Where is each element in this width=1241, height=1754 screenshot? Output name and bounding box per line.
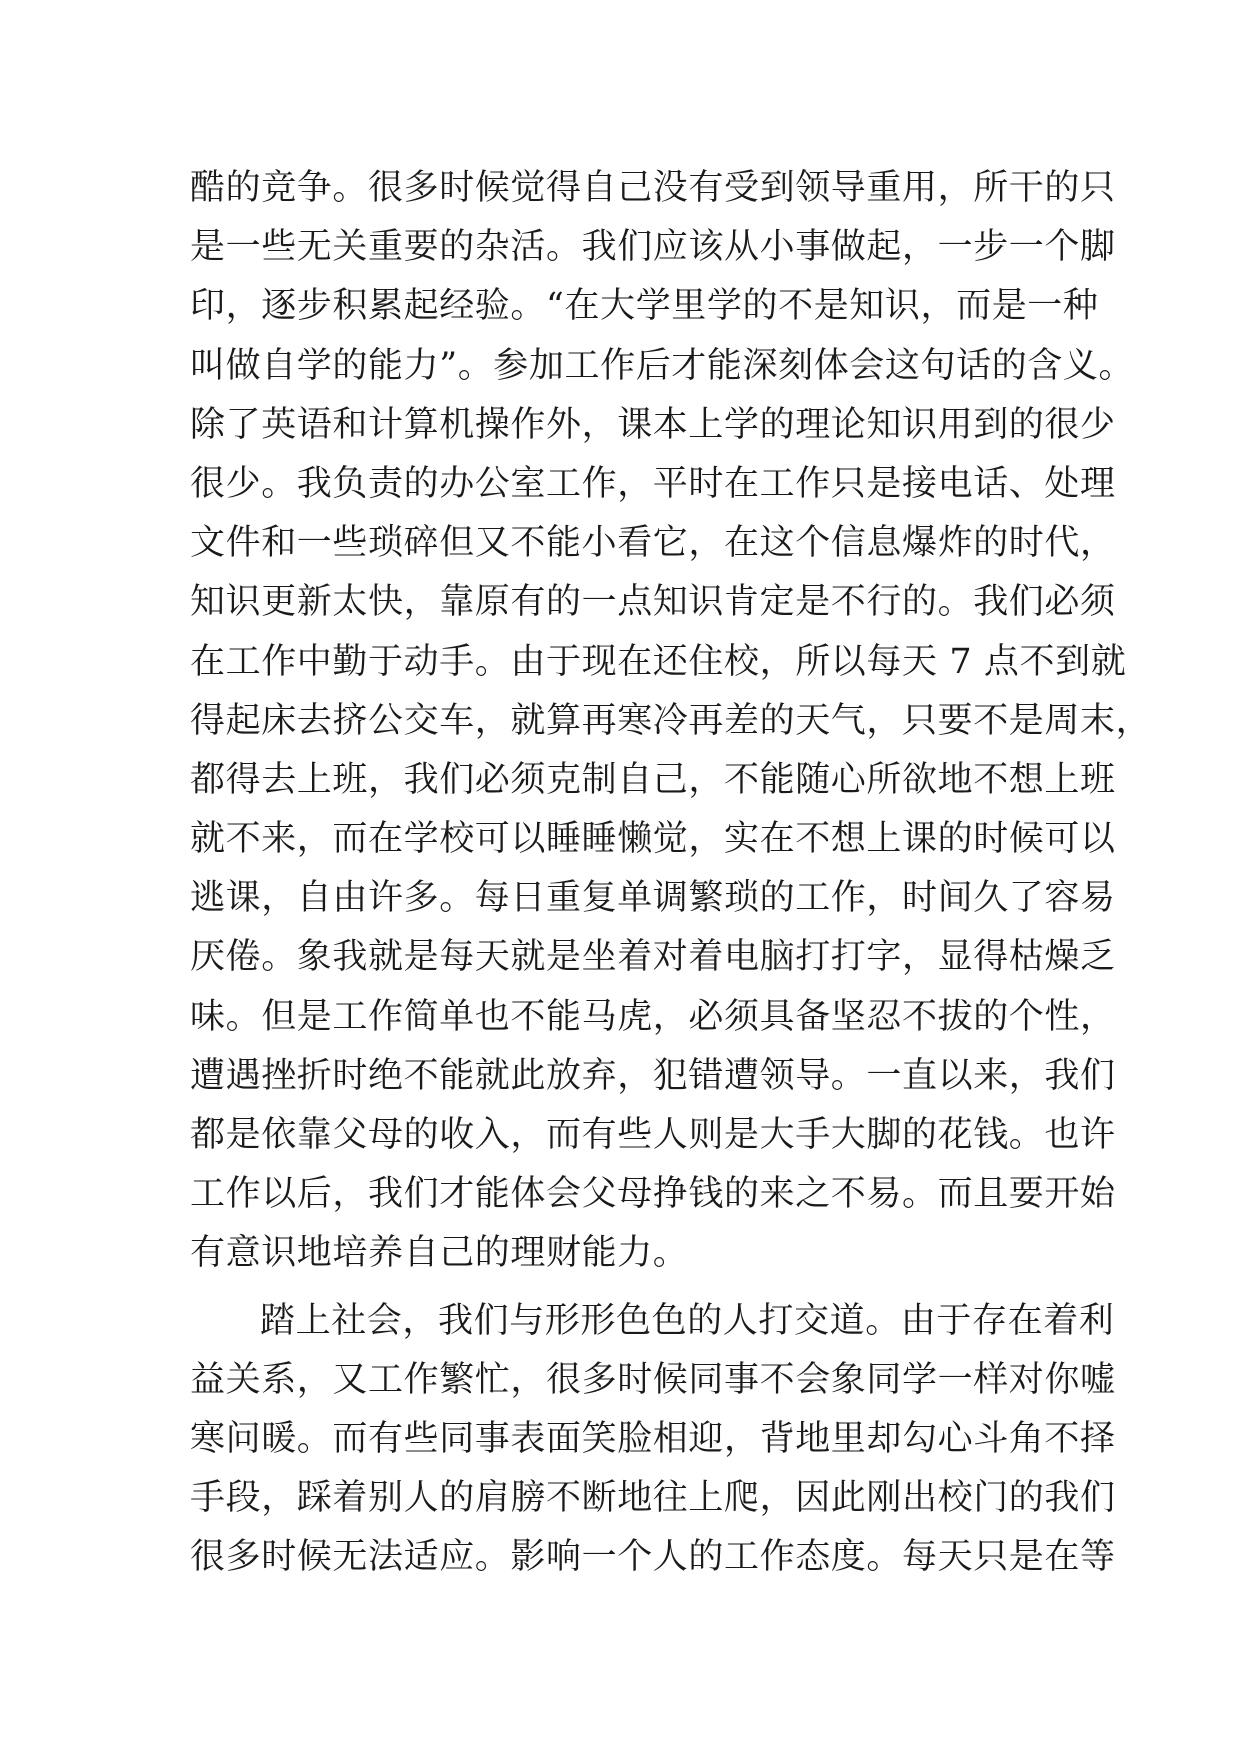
text-line: 厌倦。象我就是每天就是坐着对着电脑打打字，显得枯燥乏 — [190, 937, 1116, 978]
text-line: 除了英语和计算机操作外，课本上学的理论知识用到的很少 — [190, 404, 1116, 445]
body-text — [190, 159, 1152, 1588]
text-line: 益关系，又工作繁忙，很多时候同事不会象同学一样对你嘘 — [190, 1359, 1116, 1400]
text-line: 寒问暖。而有些同事表面笑脸相迎，背地里却勾心斗角不择 — [190, 1418, 1116, 1459]
text-line: 是一些无关重要的杂活。我们应该从小事做起，一步一个脚 — [190, 227, 1116, 268]
text-line: 得起床去挤公交车，就算再寒冷再差的天气，只要不是周末， — [190, 700, 1152, 741]
text-line: 很多时候无法适应。影响一个人的工作态度。每天只是在等 — [190, 1537, 1116, 1578]
text-line: 工作以后，我们才能体会父母挣钱的来之不易。而且要开始 — [190, 1174, 1116, 1215]
paragraph-2 — [190, 1292, 1116, 1588]
text-line: 知识更新太快，靠原有的一点知识肯定是不行的。我们必须 — [190, 582, 1116, 623]
text-line: 味。但是工作简单也不能马虎，必须具备坚忍不拔的个性， — [190, 996, 1116, 1037]
text-line: 踏上社会，我们与形形色色的人打交道。由于存在着利 — [260, 1300, 1115, 1341]
text-line: 在工作中勤于动手。由于现在还住校，所以每天 7 点不到就 — [190, 641, 1127, 682]
text-line: 有意识地培养自己的理财能力。 — [190, 1233, 689, 1274]
text-line: 酷的竞争。很多时候觉得自己没有受到领导重用，所干的只 — [190, 168, 1116, 208]
text-line: 都是依靠父母的收入，而有些人则是大手大脚的花钱。也许 — [190, 1115, 1116, 1155]
text-line: 都得去上班，我们必须克制自己，不能随心所欲地不想上班 — [190, 759, 1116, 800]
text-line: 文件和一些琐碎但又不能小看它，在这个信息爆炸的时代， — [190, 523, 1116, 564]
paragraph-1 — [190, 159, 1152, 1284]
text-line: 很少。我负责的办公室工作，平时在工作只是接电话、处理 — [190, 463, 1116, 504]
text-line: 叫做自学的能力”。参加工作后才能深刻体会这句话的含义。 — [190, 345, 1135, 386]
text-line: 遭遇挫折时绝不能就此放弃，犯错遭领导。一直以来，我们 — [190, 1055, 1116, 1096]
text-line: 印，逐步积累起经验。“在大学里学的不是知识，而是一种 — [190, 286, 1099, 327]
paragraph-gap — [190, 1284, 1090, 1292]
text-line: 就不来，而在学校可以睡睡懒觉，实在不想上课的时候可以 — [190, 819, 1116, 860]
text-line: 手段，踩着别人的肩膀不断地往上爬，因此刚出校门的我们 — [190, 1478, 1116, 1519]
text-line: 逃课，自由许多。每日重复单调繁琐的工作，时间久了容易 — [190, 878, 1116, 919]
